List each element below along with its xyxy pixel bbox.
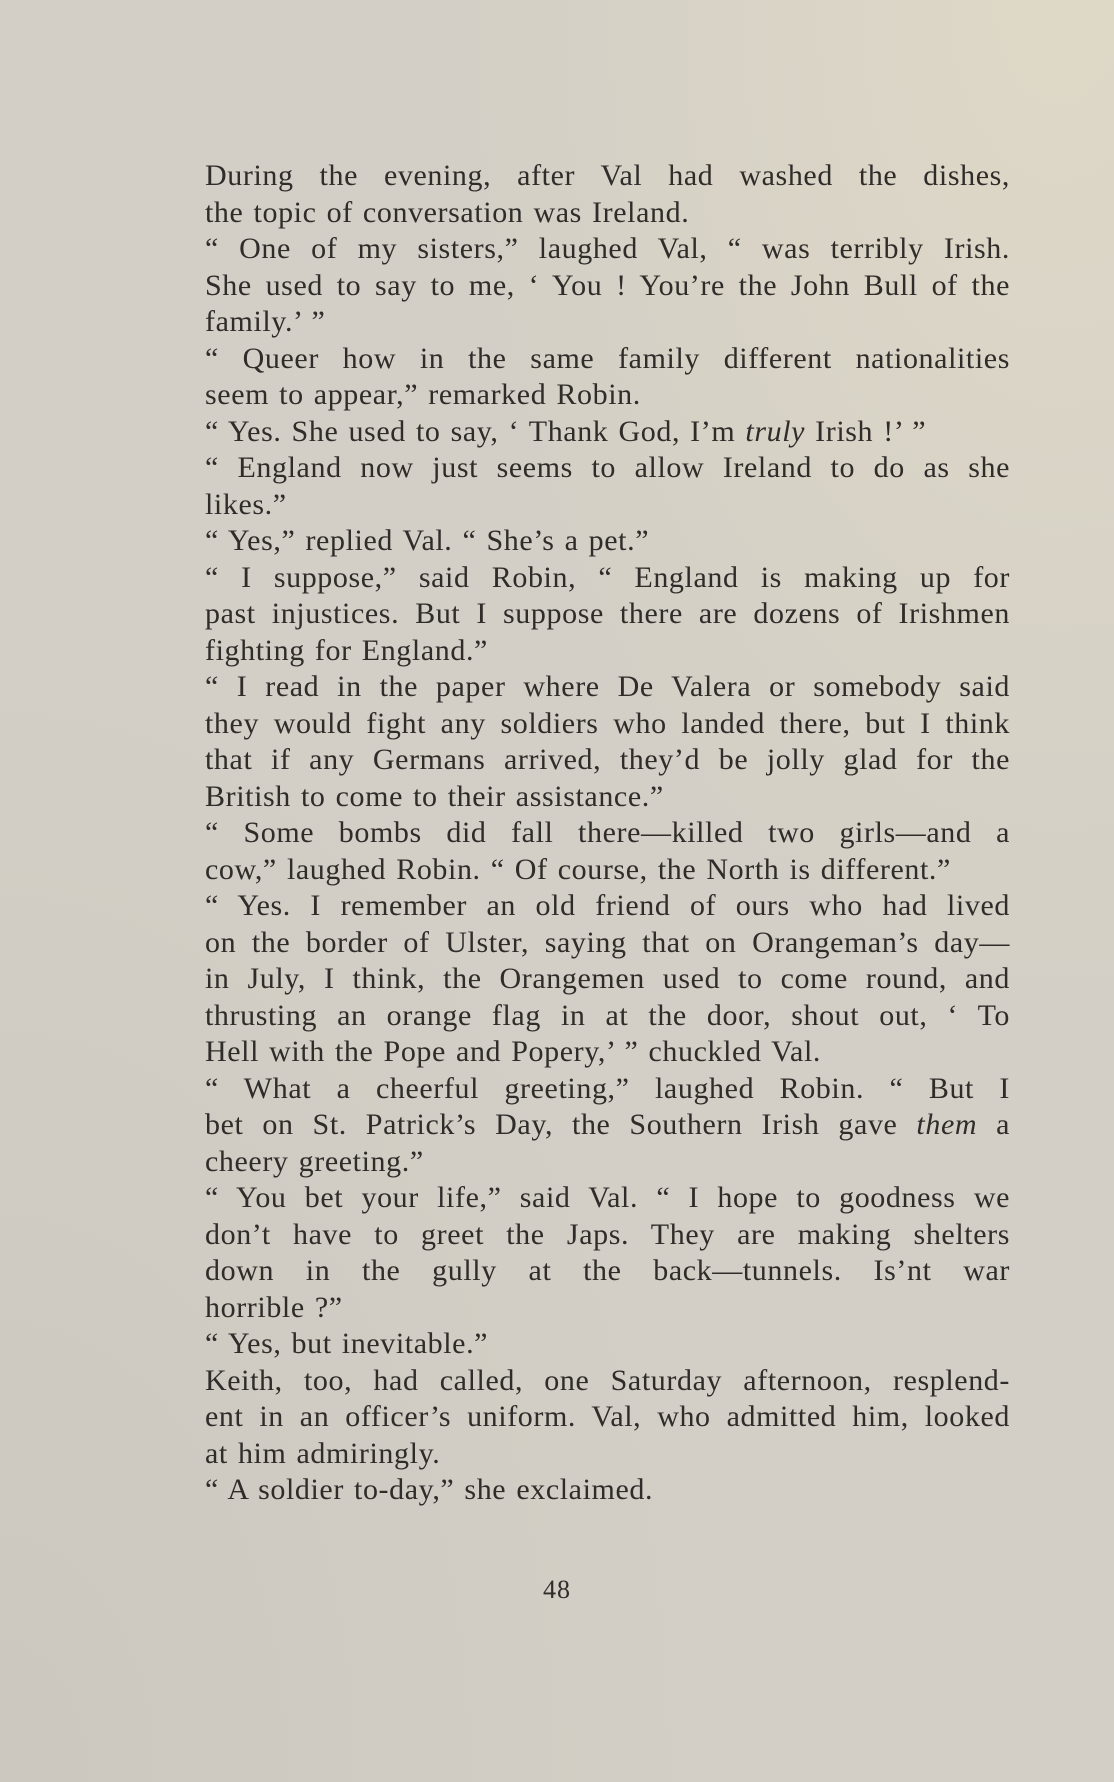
paragraph xyxy=(160,158,1010,231)
text-line: “ A soldier to-day,” she exclaimed. xyxy=(205,1473,654,1506)
text-line: “ One of my sisters,” laughed Val, “ was terribly Irish. xyxy=(205,232,1010,265)
text-line: past injustices. But I suppose there are dozens of Irishmen xyxy=(205,597,1010,630)
body-text xyxy=(160,158,1010,1509)
text-line: “ Yes, but inevitable.” xyxy=(205,1327,489,1360)
text-line: in July, I think, the Orangemen used to come round, and xyxy=(205,962,1010,995)
paragraph xyxy=(160,669,1010,815)
text-line: “ You bet your life,” said Val. “ I hope to goodness we xyxy=(205,1181,1010,1214)
paragraph xyxy=(160,341,1010,414)
text-line: down in the gully at the back—tunnels. Is’nt war xyxy=(205,1254,1010,1287)
paragraph xyxy=(160,1363,1010,1473)
text-line: don’t have to greet the Japs. They are making shelters xyxy=(205,1217,1010,1251)
text-line: that if any Germans arrived, they’d be jolly glad for the xyxy=(205,743,1010,776)
text-line: “ I read in the paper where De Valera or somebody said xyxy=(205,670,1010,703)
text-line: “ England now just seems to allow Ireland to do as she xyxy=(205,451,1010,484)
text-line: Hell with the Pope and Popery,’ ” chuckled Val. xyxy=(205,1035,822,1068)
paragraph xyxy=(160,815,1010,888)
text-line: “ Queer how in the same family different nationalities xyxy=(205,341,1010,375)
text-line: “ Yes,” replied Val. “ She’s a pet.” xyxy=(205,524,650,557)
text-line: the topic of conversation was Ireland. xyxy=(205,195,690,229)
paragraph xyxy=(160,1472,1010,1509)
paragraph xyxy=(160,231,1010,341)
paragraph xyxy=(160,523,1010,560)
text-line: “ Yes. She used to say, ‘ Thank God, I’m truly Irish !’ ” xyxy=(205,414,927,448)
text-line: thrusting an orange flag in at the door, shout out, ‘ To xyxy=(205,998,1010,1032)
text-line: Keith, too, had called, one Saturday afternoon, resplend- xyxy=(205,1363,1010,1397)
text-line: “ I suppose,” said Robin, “ England is making up for xyxy=(205,560,1010,594)
paragraph xyxy=(160,1326,1010,1363)
text-line: bet on St. Patrick’s Day, the Southern Irish gave them a xyxy=(205,1108,1010,1141)
text-line: She used to say to me, ‘ You ! You’re the John Bull of the xyxy=(205,268,1010,302)
text-line: British to come to their assistance.” xyxy=(205,779,664,813)
text-line: on the border of Ulster, saying that on Orangeman’s day— xyxy=(205,925,1010,959)
paragraph xyxy=(160,560,1010,670)
paragraph xyxy=(160,414,1010,451)
text-line: family.’ ” xyxy=(205,305,326,338)
paragraph xyxy=(160,888,1010,1071)
text-line: cheery greeting.” xyxy=(205,1144,424,1178)
text-line: “ What a cheerful greeting,” laughed Robin. “ But I xyxy=(205,1071,1010,1105)
text-line: During the evening, after Val had washed the dishes, xyxy=(205,159,1010,192)
emphasis: truly xyxy=(745,414,806,448)
text-line: horrible ?” xyxy=(205,1290,343,1324)
text-line: they would fight any soldiers who landed there, but I think xyxy=(205,706,1010,740)
text-line: cow,” laughed Robin. “ Of course, the North is different.” xyxy=(205,852,951,886)
text-line: “ Yes. I remember an old friend of ours who had lived xyxy=(205,889,1010,922)
paragraph xyxy=(160,1180,1010,1326)
paragraph xyxy=(160,1071,1010,1181)
text-line: “ Some bombs did fall there—killed two girls—and a xyxy=(205,816,1010,849)
text-line: likes.” xyxy=(205,487,287,521)
text-line: fighting for England.” xyxy=(205,633,488,667)
emphasis: them xyxy=(916,1108,978,1141)
text-line: seem to appear,” remarked Robin. xyxy=(205,378,641,411)
text-line: at him admiringly. xyxy=(205,1436,441,1470)
paragraph xyxy=(160,450,1010,523)
text-line: ent in an officer’s uniform. Val, who admitted him, looked xyxy=(205,1400,1010,1433)
page-number: 48 xyxy=(543,1575,571,1604)
